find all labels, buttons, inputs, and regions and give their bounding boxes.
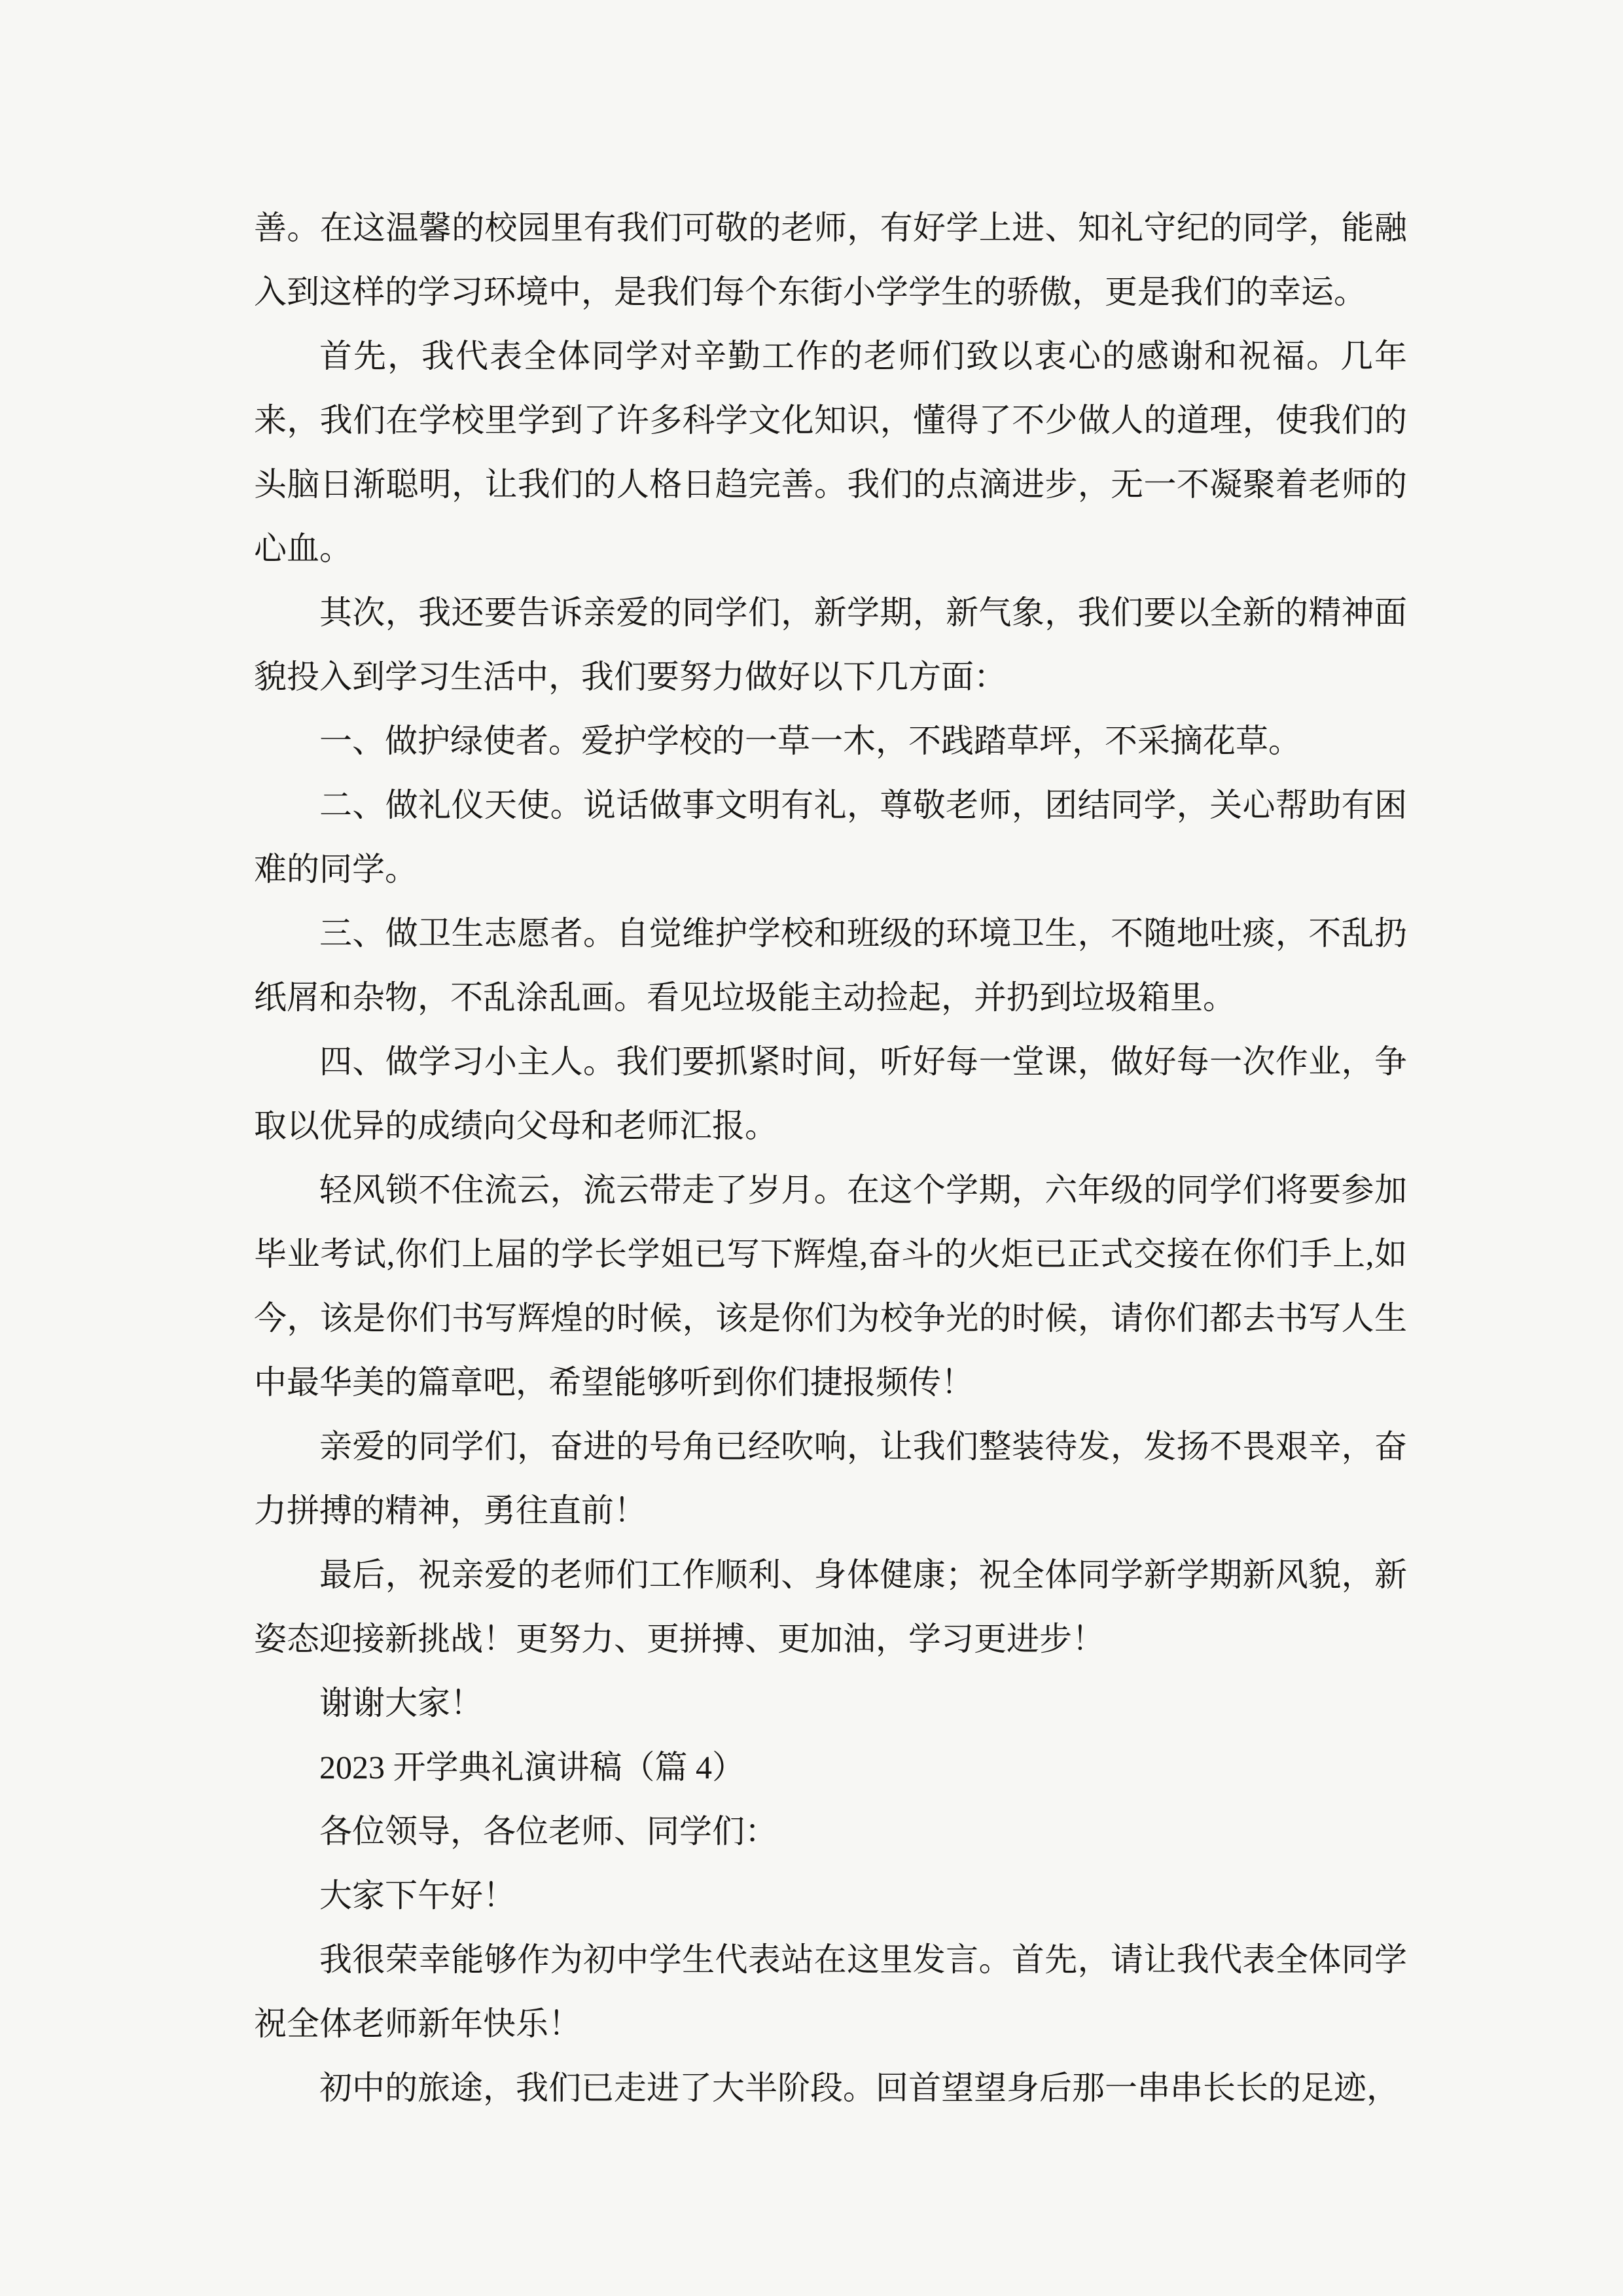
- document-body: [254, 196, 1407, 2120]
- paragraph-14: 大家下午好！: [319, 1877, 516, 1914]
- paragraph-11: 谢谢大家！: [319, 1685, 483, 1721]
- paragraph-15: 我很荣幸能够作为初中学生代表站在这里发言。首先，请让我代表全体同学祝全体老师新年快乐！: [254, 1941, 1407, 2042]
- paragraph-8: 轻风锁不住流云，流云带走了岁月。在这个学期，六年级的同学们将要参加毕业考试,你们上届的学长学姐已写下辉煌,奋斗的火炬已正式交接在你们手上,如今，该是你们书写辉煌的时候，该是你们为校争光的时候，请你们都去书写人生中最华美的篇章吧，希望能够听到你们捷报频传！: [254, 1172, 1407, 1401]
- paragraph-2: 首先，我代表全体同学对辛勤工作的老师们致以衷心的感谢和祝福。几年来，我们在学校里学到了许多科学文化知识，懂得了不少做人的道理，使我们的头脑日渐聪明，让我们的人格日趋完善。我们的点滴进步，无一不凝聚着老师的心血。: [254, 338, 1407, 567]
- paragraph-7: 四、做学习小主人。我们要抓紧时间，听好每一堂课，做好每一次作业，争取以优异的成绩向父母和老师汇报。: [254, 1043, 1407, 1144]
- paragraph-1: 善。在这温馨的校园里有我们可敬的老师，有好学上进、知礼守纪的同学，能融入到这样的学习环境中，是我们每个东街小学学生的骄傲，更是我们的幸运。: [254, 209, 1407, 310]
- paragraph-13: 各位领导，各位老师、同学们：: [319, 1813, 777, 1850]
- paragraph-9: 亲爱的同学们，奋进的号角已经吹响，让我们整装待发，发扬不畏艰辛，奋力拼搏的精神，勇往直前！: [254, 1428, 1407, 1529]
- paragraph-6: 三、做卫生志愿者。自觉维护学校和班级的环境卫生，不随地吐痰，不乱扔纸屑和杂物，不乱涂乱画。看见垃圾能主动捡起，并扔到垃圾箱里。: [254, 915, 1407, 1016]
- paragraph-4: 一、做护绿使者。爱护学校的一草一木，不践踏草坪，不采摘花草。: [319, 723, 1301, 759]
- paragraph-12: 2023 开学典礼演讲稿（篇 4）: [319, 1749, 745, 1785]
- paragraph-10: 最后，祝亲爱的老师们工作顺利、身体健康；祝全体同学新学期新风貌，新姿态迎接新挑战！更努力、更拼搏、更加油，学习更进步！: [254, 1556, 1407, 1657]
- paragraph-3: 其次，我还要告诉亲爱的同学们，新学期，新气象，我们要以全新的精神面貌投入到学习生活中，我们要努力做好以下几方面：: [254, 594, 1407, 695]
- paragraph-16: 初中的旅途，我们已走进了大半阶段。回首望望身后那一串串长长的足迹，: [319, 2070, 1399, 2106]
- paragraph-5: 二、做礼仪天使。说话做事文明有礼，尊敬老师，团结同学，关心帮助有困难的同学。: [254, 787, 1407, 888]
